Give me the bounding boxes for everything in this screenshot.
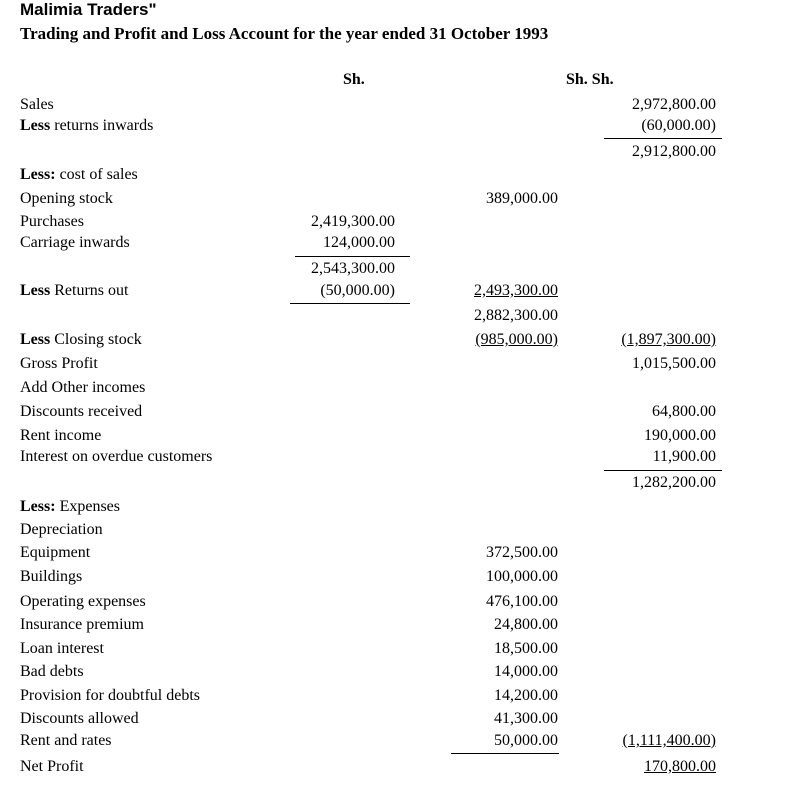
row-provision-doubtful-debts: Provision for doubtful debts 14,200.00 bbox=[20, 687, 558, 704]
row-gross-profit: Gross Profit 1,015,500.00 bbox=[20, 355, 716, 372]
row-insurance-premium: Insurance premium 24,800.00 bbox=[20, 616, 558, 633]
rule-line bbox=[290, 303, 410, 304]
row-interest-overdue: Interest on overdue customers 11,900.00 bbox=[20, 448, 716, 465]
column-header-sh: Sh. bbox=[343, 71, 365, 88]
row-loan-interest: Loan interest 18,500.00 bbox=[20, 640, 558, 657]
statement-title: Trading and Profit and Loss Account for the year ended 31 October 1993 bbox=[20, 24, 549, 43]
rule-line bbox=[295, 256, 410, 257]
row-depreciation: Depreciation bbox=[20, 521, 103, 538]
row-sales: Sales 2,972,800.00 bbox=[20, 96, 716, 113]
row-buildings: Buildings 100,000.00 bbox=[20, 568, 558, 585]
row-cost-of-sales-heading: Less: cost of sales bbox=[20, 166, 138, 183]
row-equipment: Equipment 372,500.00 bbox=[20, 544, 558, 561]
row-purchases: Purchases 2,419,300.00 bbox=[20, 213, 395, 230]
row-rent-income: Rent income 190,000.00 bbox=[20, 427, 716, 444]
row-operating-expenses: Operating expenses 476,100.00 bbox=[20, 593, 558, 610]
row-discounts-allowed: Discounts allowed 41,300.00 bbox=[20, 710, 558, 727]
rule-line bbox=[604, 470, 722, 471]
row-net-sales: 2,912,800.00 bbox=[632, 143, 716, 160]
row-rent-and-rates: Rent and rates 50,000.00 (1,111,400.00) bbox=[20, 732, 716, 749]
row-bad-debts: Bad debts 14,000.00 bbox=[20, 663, 558, 680]
row-opening-stock: Opening stock 389,000.00 bbox=[20, 190, 558, 207]
row-net-profit: Net Profit 170,800.00 bbox=[20, 758, 716, 775]
row-goods-available: 2,882,300.00 bbox=[474, 307, 558, 324]
row-discounts-received: Discounts received 64,800.00 bbox=[20, 403, 716, 420]
row-closing-stock: Less Closing stock (985,000.00) (1,897,300.00) bbox=[20, 331, 716, 348]
column-header-sh-sh: Sh. Sh. bbox=[566, 71, 614, 88]
row-purchases-subtotal: 2,543,300.00 bbox=[311, 260, 395, 277]
row-returns-out: Less Returns out (50,000.00) 2,493,300.00 bbox=[20, 282, 558, 299]
company-name: Malimia Traders" bbox=[20, 0, 157, 19]
row-carriage-inwards: Carriage inwards 124,000.00 bbox=[20, 234, 395, 251]
row-returns-inwards: Less returns inwards (60,000.00) bbox=[20, 117, 716, 134]
sales-amount: 2,972,800.00 bbox=[632, 96, 716, 113]
row-other-incomes-heading: Add Other incomes bbox=[20, 379, 146, 396]
net-profit-amount: 170,800.00 bbox=[644, 758, 716, 775]
rule-line bbox=[604, 138, 722, 139]
row-expenses-heading: Less: Expenses bbox=[20, 498, 120, 515]
rule-line bbox=[451, 753, 559, 754]
row-total-income: 1,282,200.00 bbox=[632, 474, 716, 491]
